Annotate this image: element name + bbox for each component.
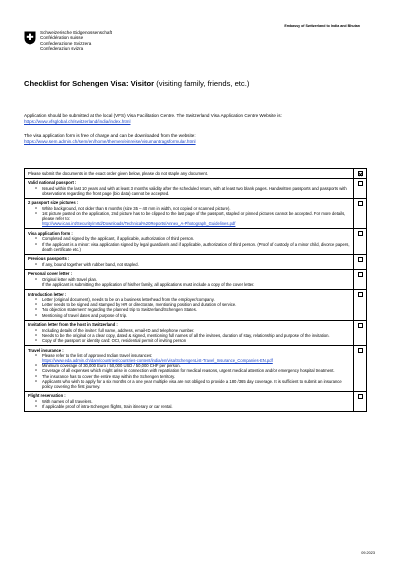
- section-title: Flight reservation :: [28, 393, 66, 399]
- section-content: [25, 254, 354, 269]
- section-title: Personal cover letter :: [28, 271, 72, 277]
- item-text: Coverage of all expenses which might arise in connection with repatriation for medical reasons, urgent medical attention and/or emergency hospital treatment.: [42, 368, 335, 374]
- item-text: Minimum coverage of 30,000 Euro / 50,000 USD / 50,000 CHF per person.: [42, 363, 181, 369]
- checkbox[interactable]: [358, 323, 363, 328]
- intro-text-form: The visa application form is free of charge and can be downloaded from the website:: [24, 133, 196, 138]
- checkbox-cell: [354, 320, 367, 345]
- item-text: Letter (original document), needs to be on a business letterhead from the employer/company.: [42, 297, 215, 303]
- item-text: If the applicant is a minor: visa application signed by legal guardian/s and if applicable, authorization of third person. (Proof of custody of a minor child, divorce papers, death certificate etc.): [42, 241, 350, 252]
- section-title: Introduction letter :: [28, 291, 67, 297]
- item-text: Copy of the passport or identity card: OCI, residential permit of inviting person: [42, 337, 187, 343]
- checklist-section-row: [25, 269, 367, 289]
- list-item: [35, 379, 350, 389]
- item-text: Including details of the inviter: full name, address, email-ID and telephone number.: [42, 327, 195, 333]
- list-item: [35, 242, 350, 252]
- item-text: Letter needs to be signed and stamped by HR or directorate, mentioning position and duration of service.: [42, 302, 237, 308]
- checkbox-cell: [354, 178, 367, 198]
- checkbox[interactable]: [358, 394, 363, 399]
- intro-text-vfs: Application should be submitted at the local (VFS) Visa Facilitation Centre. The Switzerland Visa Application Centre Website is:: [24, 113, 282, 118]
- confederation-line-de: Schweizerische Eidgenossenschaft: [40, 30, 113, 35]
- intro-paragraph-vfs: [24, 113, 376, 124]
- section-content: [25, 229, 354, 254]
- item-text: Original letter with travel plan.: [42, 277, 98, 282]
- checkbox[interactable]: [358, 272, 363, 277]
- checklist-section-row: [25, 320, 367, 345]
- checklist-header-row: [25, 169, 367, 179]
- checkbox[interactable]: [358, 231, 363, 236]
- item-link[interactable]: http://www.icao.int/Security/mrtd/Downloads/Technical%20Reports/Annex_A-Photograph_Guidelines.pdf: [42, 221, 236, 227]
- list-item: [35, 353, 350, 363]
- checkbox-cell: [354, 346, 367, 392]
- list-item: [35, 404, 350, 409]
- item-text: White background, not older than 6 months (size 35 – 40 mm in width, not copied or scanned picture).: [42, 205, 231, 211]
- section-content: [25, 198, 354, 228]
- section-title: Invitation letter from the host in Switzerland :: [28, 322, 118, 328]
- checklist-section-row: [25, 254, 367, 269]
- checkbox[interactable]: [358, 292, 363, 297]
- list-item: [35, 262, 350, 267]
- item-text: If any, bound together with rubber band, not stapled.: [42, 261, 139, 267]
- checklist-section-row: [25, 346, 367, 392]
- list-item: [35, 186, 350, 196]
- section-item-list: [28, 399, 350, 409]
- checkbox-cell: [354, 229, 367, 254]
- header-checkbox-cell: [354, 169, 367, 179]
- checklist-section-row: [25, 391, 367, 411]
- section-item-list: [28, 353, 350, 389]
- item-text: Issued within the last 10 years and with at least 3 months validity after the scheduled return, with at least two blank pages. Handwritten passports and passports with observations regarding the front page (bio data) cannot be accepted.: [42, 185, 347, 196]
- section-content: [25, 290, 354, 320]
- item-text: Completed and signed by the applicant, if applicable, authorization of third person.: [42, 236, 195, 242]
- checkbox[interactable]: [358, 181, 363, 186]
- item-link[interactable]: https://www.eda.admin.ch/dam/countries/countries-content/india/en/visa/SchengenList-Travel_Insurance_Companies-EN.pdf: [42, 358, 273, 364]
- item-text: Mentioning of travel dates and purpose of trip.: [42, 312, 128, 318]
- checklist-section-row: [25, 229, 367, 254]
- item-text: Applicants who wish to apply for a six months or a one year multiple visa are not obliged to provide a 180 /365 day coverage. It is sufficient to submit an insurance policy covering the first journey.: [42, 378, 342, 389]
- checkbox-cell: [354, 254, 367, 269]
- section-item-list: [28, 328, 350, 343]
- section-item-list: [28, 206, 350, 226]
- swiss-confederation-logo: [24, 30, 112, 52]
- intro-paragraph-form: [24, 133, 376, 144]
- section-content: [25, 320, 354, 345]
- list-item: [35, 282, 350, 287]
- section-title: Valid national passport :: [28, 180, 77, 186]
- section-title: Previous passports :: [28, 256, 70, 262]
- section-content: [25, 391, 354, 411]
- checkbox-cell: [354, 391, 367, 411]
- section-title: Travel insurance :: [28, 347, 64, 353]
- page-title: [24, 79, 249, 88]
- section-content: [25, 269, 354, 289]
- checkbox-cell: [354, 198, 367, 228]
- section-title: 2 passport size pictures :: [28, 200, 79, 206]
- section-content: [25, 178, 354, 198]
- section-item-list: [28, 262, 350, 267]
- list-item: [35, 313, 350, 318]
- section-content: [25, 346, 354, 392]
- checkbox[interactable]: [358, 257, 363, 262]
- confederation-names: [40, 30, 112, 52]
- item-text: 1st picture pasted on the application, 2nd picture has to be clipped to the last page of the passport, stapled or pinned pictures cannot be accepted. For more details, please refer to:: [42, 211, 346, 222]
- confederation-line-it: Confederazione Svizzera: [40, 40, 92, 46]
- swiss-shield-icon: [24, 31, 36, 45]
- vfs-website-link[interactable]: https://www.vfsglobal.ch/switzerland/india/index.html: [24, 118, 131, 124]
- checked-box-icon: [358, 171, 363, 176]
- item-text: Needs to be the original or a clear copy, dated & signed, mentioning full names of all the invitees, duration of stay, relationship and purpose of the invitation.: [42, 332, 330, 338]
- section-title: Visa application form :: [28, 230, 73, 236]
- checklist-section-row: [25, 198, 367, 228]
- list-item: [35, 338, 350, 343]
- item-text: The insurance has to cover the entire stay within the Schengen territory.: [42, 373, 176, 379]
- checkbox-cell: [354, 290, 367, 320]
- checkbox-cell: [354, 269, 367, 289]
- item-text: If applicable proof of intra-Schengen flights, train itinerary or car rental.: [42, 403, 173, 409]
- title-main: Checklist for Schengen Visa: Visitor: [24, 79, 155, 88]
- section-item-list: [28, 186, 350, 196]
- checklist-table: [24, 168, 367, 412]
- section-item-list: [28, 297, 350, 317]
- checkbox[interactable]: [358, 348, 363, 353]
- item-text: Please refer to the list of approved Indian travel insurances:: [42, 353, 153, 359]
- title-subtitle: (visiting family, friends, etc.): [154, 79, 250, 88]
- checkbox[interactable]: [358, 201, 363, 206]
- visa-form-link[interactable]: https://www.sem.admin.ch/sem/en/home/themen/einreise/visumantragsformular.html: [24, 138, 196, 144]
- item-text: 'No objection statement' regarding the planned trip to Switzerland/Schengen States.: [42, 307, 198, 313]
- section-item-list: [28, 236, 350, 251]
- footer-date: 09.2023: [361, 551, 375, 555]
- confederation-line-rm: Confederaziun svizra: [40, 46, 84, 52]
- confederation-line-fr: Confédération suisse: [40, 35, 84, 41]
- checklist-instruction: Please submit the documents in the exact order given below, please do not staple any document.: [25, 169, 354, 179]
- embassy-name: Embassy of Switzerland to India and Bhutan: [284, 24, 360, 28]
- item-text: If the applicant is submitting the application of his/her family, all applications must include a copy of the cover letter.: [42, 282, 255, 288]
- section-item-list: [28, 277, 350, 287]
- checklist-section-row: [25, 178, 367, 198]
- list-item: [35, 211, 350, 226]
- checklist-section-row: [25, 290, 367, 320]
- item-text: With names of all travelers.: [42, 398, 93, 404]
